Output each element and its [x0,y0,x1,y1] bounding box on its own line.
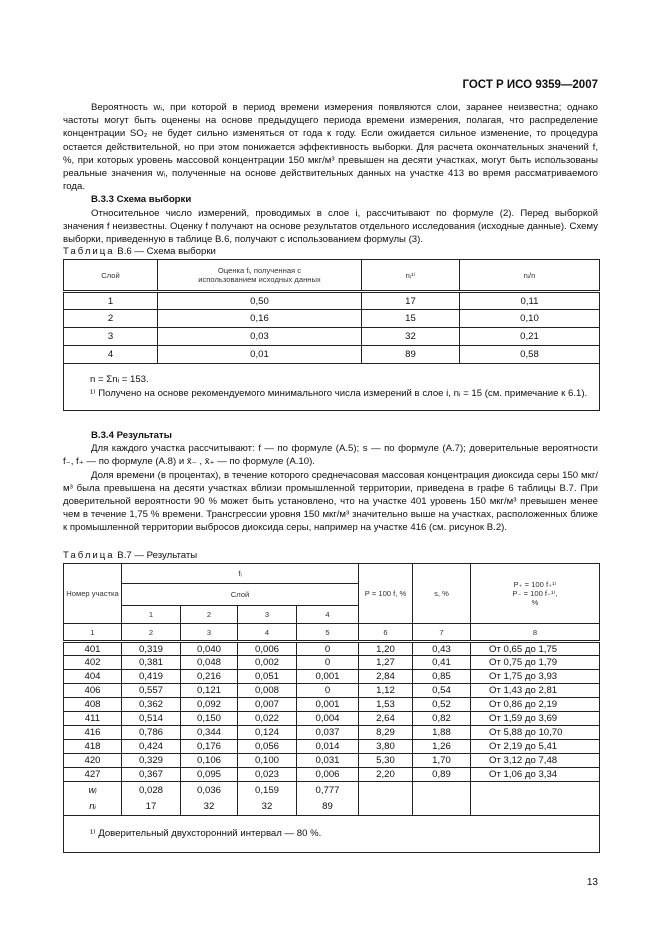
table-cell: 0,022 [238,712,297,726]
table-cell: 401 [64,642,122,656]
col-header-fi: fᵢ [122,564,359,584]
table-cell: 0,01 [158,346,362,364]
table-cell: От 2,19 до 5,41 [471,740,600,754]
table-cell: От 0,65 до 1,75 [471,642,600,656]
table-cell: 0,106 [181,754,238,768]
footnote: ¹⁾ Доверительный двухсторонний интервал — 80 %. [90,828,322,839]
table-cell: 420 [64,754,122,768]
caption-title: В.7 — Результаты [117,550,198,561]
table-cell: 0,21 [460,328,600,346]
column-number: 1 [64,624,122,642]
table-cell: 406 [64,684,122,698]
table-b7 [63,563,600,853]
table-row [64,346,600,364]
table-cell: 0,50 [158,292,362,310]
table-cell: 0,41 [413,656,471,670]
table-cell: 0,52 [413,698,471,712]
table-cell: 1,88 [413,726,471,740]
table-row [64,768,600,782]
caption-word: Таблица [63,550,115,561]
col-header-layer: Слой [64,260,158,292]
table-cell: От 0,75 до 1,79 [471,656,600,670]
table-cell: 0,10 [460,310,600,328]
table-cell: 0,424 [122,740,181,754]
col-header-site: Номер участка [64,564,122,624]
layer-number: 2 [181,606,238,624]
table-cell: 0,557 [122,684,181,698]
table-cell: 0,037 [297,726,359,740]
table-cell: 0,82 [413,712,471,726]
table-cell: 2 [64,310,158,328]
table-cell: 17 [362,292,460,310]
section-b34-paragraph-1: Для каждого участка рассчитывают: f — по формуле (А.5); s — по формуле (А.7); доверительные вероятности f₋, f₊ — по формуле (А.8) и x̄₋ , x̄₊ — по формуле (А.10). [63,443,598,468]
table-cell: От 3,12 до 7,48 [471,754,600,768]
table-cell: 0,056 [238,740,297,754]
table-cell: 0,001 [297,670,359,684]
table-row [64,754,600,768]
table-cell: 0,150 [181,712,238,726]
count-value: 32 [181,799,238,816]
table-cell: 402 [64,656,122,670]
table-cell: 1,27 [359,656,413,670]
table-row [64,642,600,656]
table-cell: 408 [64,698,122,712]
table-b6 [63,259,600,411]
table-cell: 0,54 [413,684,471,698]
table-b7-footnote [64,816,600,853]
col-header-ni: nᵢ¹⁾ [362,260,460,292]
table-cell: 0,85 [413,670,471,684]
header-p-minus: P₋ = 100 f₋¹⁾, [512,589,558,598]
empty-cell [359,799,413,816]
weight-label: wᵢ [64,782,122,799]
table-cell: 0 [297,656,359,670]
table-cell: 411 [64,712,122,726]
table-cell: 0,514 [122,712,181,726]
table-cell: 0,344 [181,726,238,740]
table-cell: 32 [362,328,460,346]
layer-number: 1 [122,606,181,624]
table-row [64,684,600,698]
col-header-s: s, % [413,564,471,624]
layer-number: 4 [297,606,359,624]
column-number: 7 [413,624,471,642]
table-b7-caption [63,550,197,561]
table-cell: 0,16 [158,310,362,328]
column-number: 8 [471,624,600,642]
table-cell: 2,64 [359,712,413,726]
table-cell: 0,006 [238,642,297,656]
table-cell: 89 [362,346,460,364]
empty-cell [413,799,471,816]
weight-value: 0,036 [181,782,238,799]
table-cell: 1 [64,292,158,310]
col-header-p-interval [471,564,600,624]
sum-note: n = Σnᵢ = 153. [90,374,149,385]
header-p-plus: P₊ = 100 f₊¹⁾ [513,580,557,589]
col-header-ratio: nᵢ/n [460,260,600,292]
table-cell: 0,002 [238,656,297,670]
column-number: 3 [181,624,238,642]
table-row [64,726,600,740]
table-cell: 0,124 [238,726,297,740]
layer-number: 3 [238,606,297,624]
table-cell: 0,89 [413,768,471,782]
weight-value: 0,028 [122,782,181,799]
table-row [64,698,600,712]
table-b6-caption [63,246,216,257]
caption-word: Таблица [63,246,115,257]
table-cell: От 1,43 до 2,81 [471,684,600,698]
table-cell: 0,008 [238,684,297,698]
table-cell: 3,80 [359,740,413,754]
table-cell: 0,419 [122,670,181,684]
table-cell: 0,051 [238,670,297,684]
table-cell: 1,70 [413,754,471,768]
table-cell: От 5,88 до 10,70 [471,726,600,740]
standard-header: ГОСТ Р ИСО 9359—2007 [462,79,598,91]
table-cell: 0,176 [181,740,238,754]
count-value: 17 [122,799,181,816]
table-cell: 0,381 [122,656,181,670]
header-percent: % [531,598,539,607]
table-row [64,310,600,328]
table-cell: 0,004 [297,712,359,726]
table-cell: 1,26 [413,740,471,754]
table-cell: 0,11 [460,292,600,310]
table-cell: 0 [297,642,359,656]
count-label: nᵢ [64,799,122,816]
table-cell: 0,023 [238,768,297,782]
empty-cell [471,799,600,816]
table-cell: 0,006 [297,768,359,782]
table-cell: 3 [64,328,158,346]
table-cell: 404 [64,670,122,684]
table-row [64,712,600,726]
section-b34-paragraph-2: Доля времени (в процентах), в течение которого среднечасовая массовая концентрация диоксида серы 150 мкг/м³ была превышена на десяти участках вблизи промышленной территории, приведена в графе 6 таблицы В.7. При доверительной вероятности 90 % может быть установлено, что на участке 401 уровень 150 мкг/м³ превышен менее чем в течение 1,75 % времени. Трансгрессии уровня 150 мкг/м³ значительно выше на участках, расположенных ближе к промышленной территории выбросов диоксида серы, например на участке 416 (см. рисунок В.2). [63,469,598,534]
table-cell: От 0,86 до 2,19 [471,698,600,712]
table-cell: 0,43 [413,642,471,656]
footnote: ¹⁾ Получено на основе рекомендуемого минимального числа измерений в слое i, nᵢ = 15 (см. примечание к 6.1). [90,388,588,399]
table-cell: 0,092 [181,698,238,712]
table-cell: 5,30 [359,754,413,768]
section-heading-b34: В.3.4 Результаты [91,430,172,441]
col-header-p: P = 100 f, % [359,564,413,624]
table-cell: 0,329 [122,754,181,768]
empty-cell [471,782,600,799]
table-cell: 0 [297,684,359,698]
table-row [64,328,600,346]
table-cell: 2,84 [359,670,413,684]
table-cell: 0,048 [181,656,238,670]
empty-cell [359,782,413,799]
table-cell: 0,001 [297,698,359,712]
table-b6-notes [64,364,600,411]
table-row [64,740,600,754]
table-cell: От 1,75 до 3,93 [471,670,600,684]
column-number: 6 [359,624,413,642]
table-cell: 0,100 [238,754,297,768]
table-cell: 0,03 [158,328,362,346]
table-cell: 0,58 [460,346,600,364]
table-cell: 0,786 [122,726,181,740]
table-cell: 2,20 [359,768,413,782]
table-row [64,656,600,670]
table-row [64,670,600,684]
table-cell: 0,367 [122,768,181,782]
table-cell: 0,040 [181,642,238,656]
table-cell: 0,031 [297,754,359,768]
table-cell: От 1,59 до 3,69 [471,712,600,726]
table-cell: 0,362 [122,698,181,712]
table-cell: 0,216 [181,670,238,684]
table-cell: 427 [64,768,122,782]
table-cell: 0,319 [122,642,181,656]
table-cell: 0,014 [297,740,359,754]
table-cell: 0,121 [181,684,238,698]
table-cell: 0,007 [238,698,297,712]
intro-paragraph: Вероятность wᵢ, при которой в период времени измерения появляются слои, заранее неизвестна; однако частоты могут быть оценены на основе предыдущего периода времени измерения, полагая, что распределение концентрации SO₂ не будет сильно изменяться от года к году. Если ожидается сильное изменение, то процедура остается действительной, но при этом понижается эффективность выборки. Для расчета окончательных значений f, %, при которых уровень массовой концентрации 150 мкг/м³ превышен на десяти участках, могут быть использованы реальные значения wᵢ, полученные на основе действительных данных на участке 413 во время рассматриваемого года. [63,102,598,193]
table-cell: 1,53 [359,698,413,712]
empty-cell [413,782,471,799]
section-heading-b33: В.3.3 Схема выборки [91,194,192,206]
count-value: 89 [297,799,359,816]
column-number: 5 [297,624,359,642]
column-number: 2 [122,624,181,642]
column-number: 4 [238,624,297,642]
body-text-results [63,429,598,535]
count-value: 32 [238,799,297,816]
table-cell: 8,29 [359,726,413,740]
table-cell: 15 [362,310,460,328]
table-row [64,292,600,310]
col-header-estimate: Оценка fᵢ, полученная с использованием исходных данных [158,260,362,292]
table-cell: От 1,06 до 3,34 [471,768,600,782]
table-cell: 1,12 [359,684,413,698]
col-header-layer: Слой [122,584,359,606]
section-b33-paragraph: Относительное число измерений, проводимых в слое i, рассчитывают по формуле (2). Перед выборкой значения f неизвестны. Оценку f получают на основе результатов отдельного исследования (исходные данные). Схему выборки, приведенную в таблице В.6, получают с использованием формулы (3). [63,207,598,246]
table-cell: 1,20 [359,642,413,656]
weight-value: 0,777 [297,782,359,799]
page-number: 13 [586,877,598,888]
caption-title: В.6 — Схема выборки [117,246,216,257]
table-cell: 418 [64,740,122,754]
table-cell: 0,095 [181,768,238,782]
body-text-top [63,101,598,246]
table-cell: 4 [64,346,158,364]
table-cell: 416 [64,726,122,740]
weight-value: 0,159 [238,782,297,799]
